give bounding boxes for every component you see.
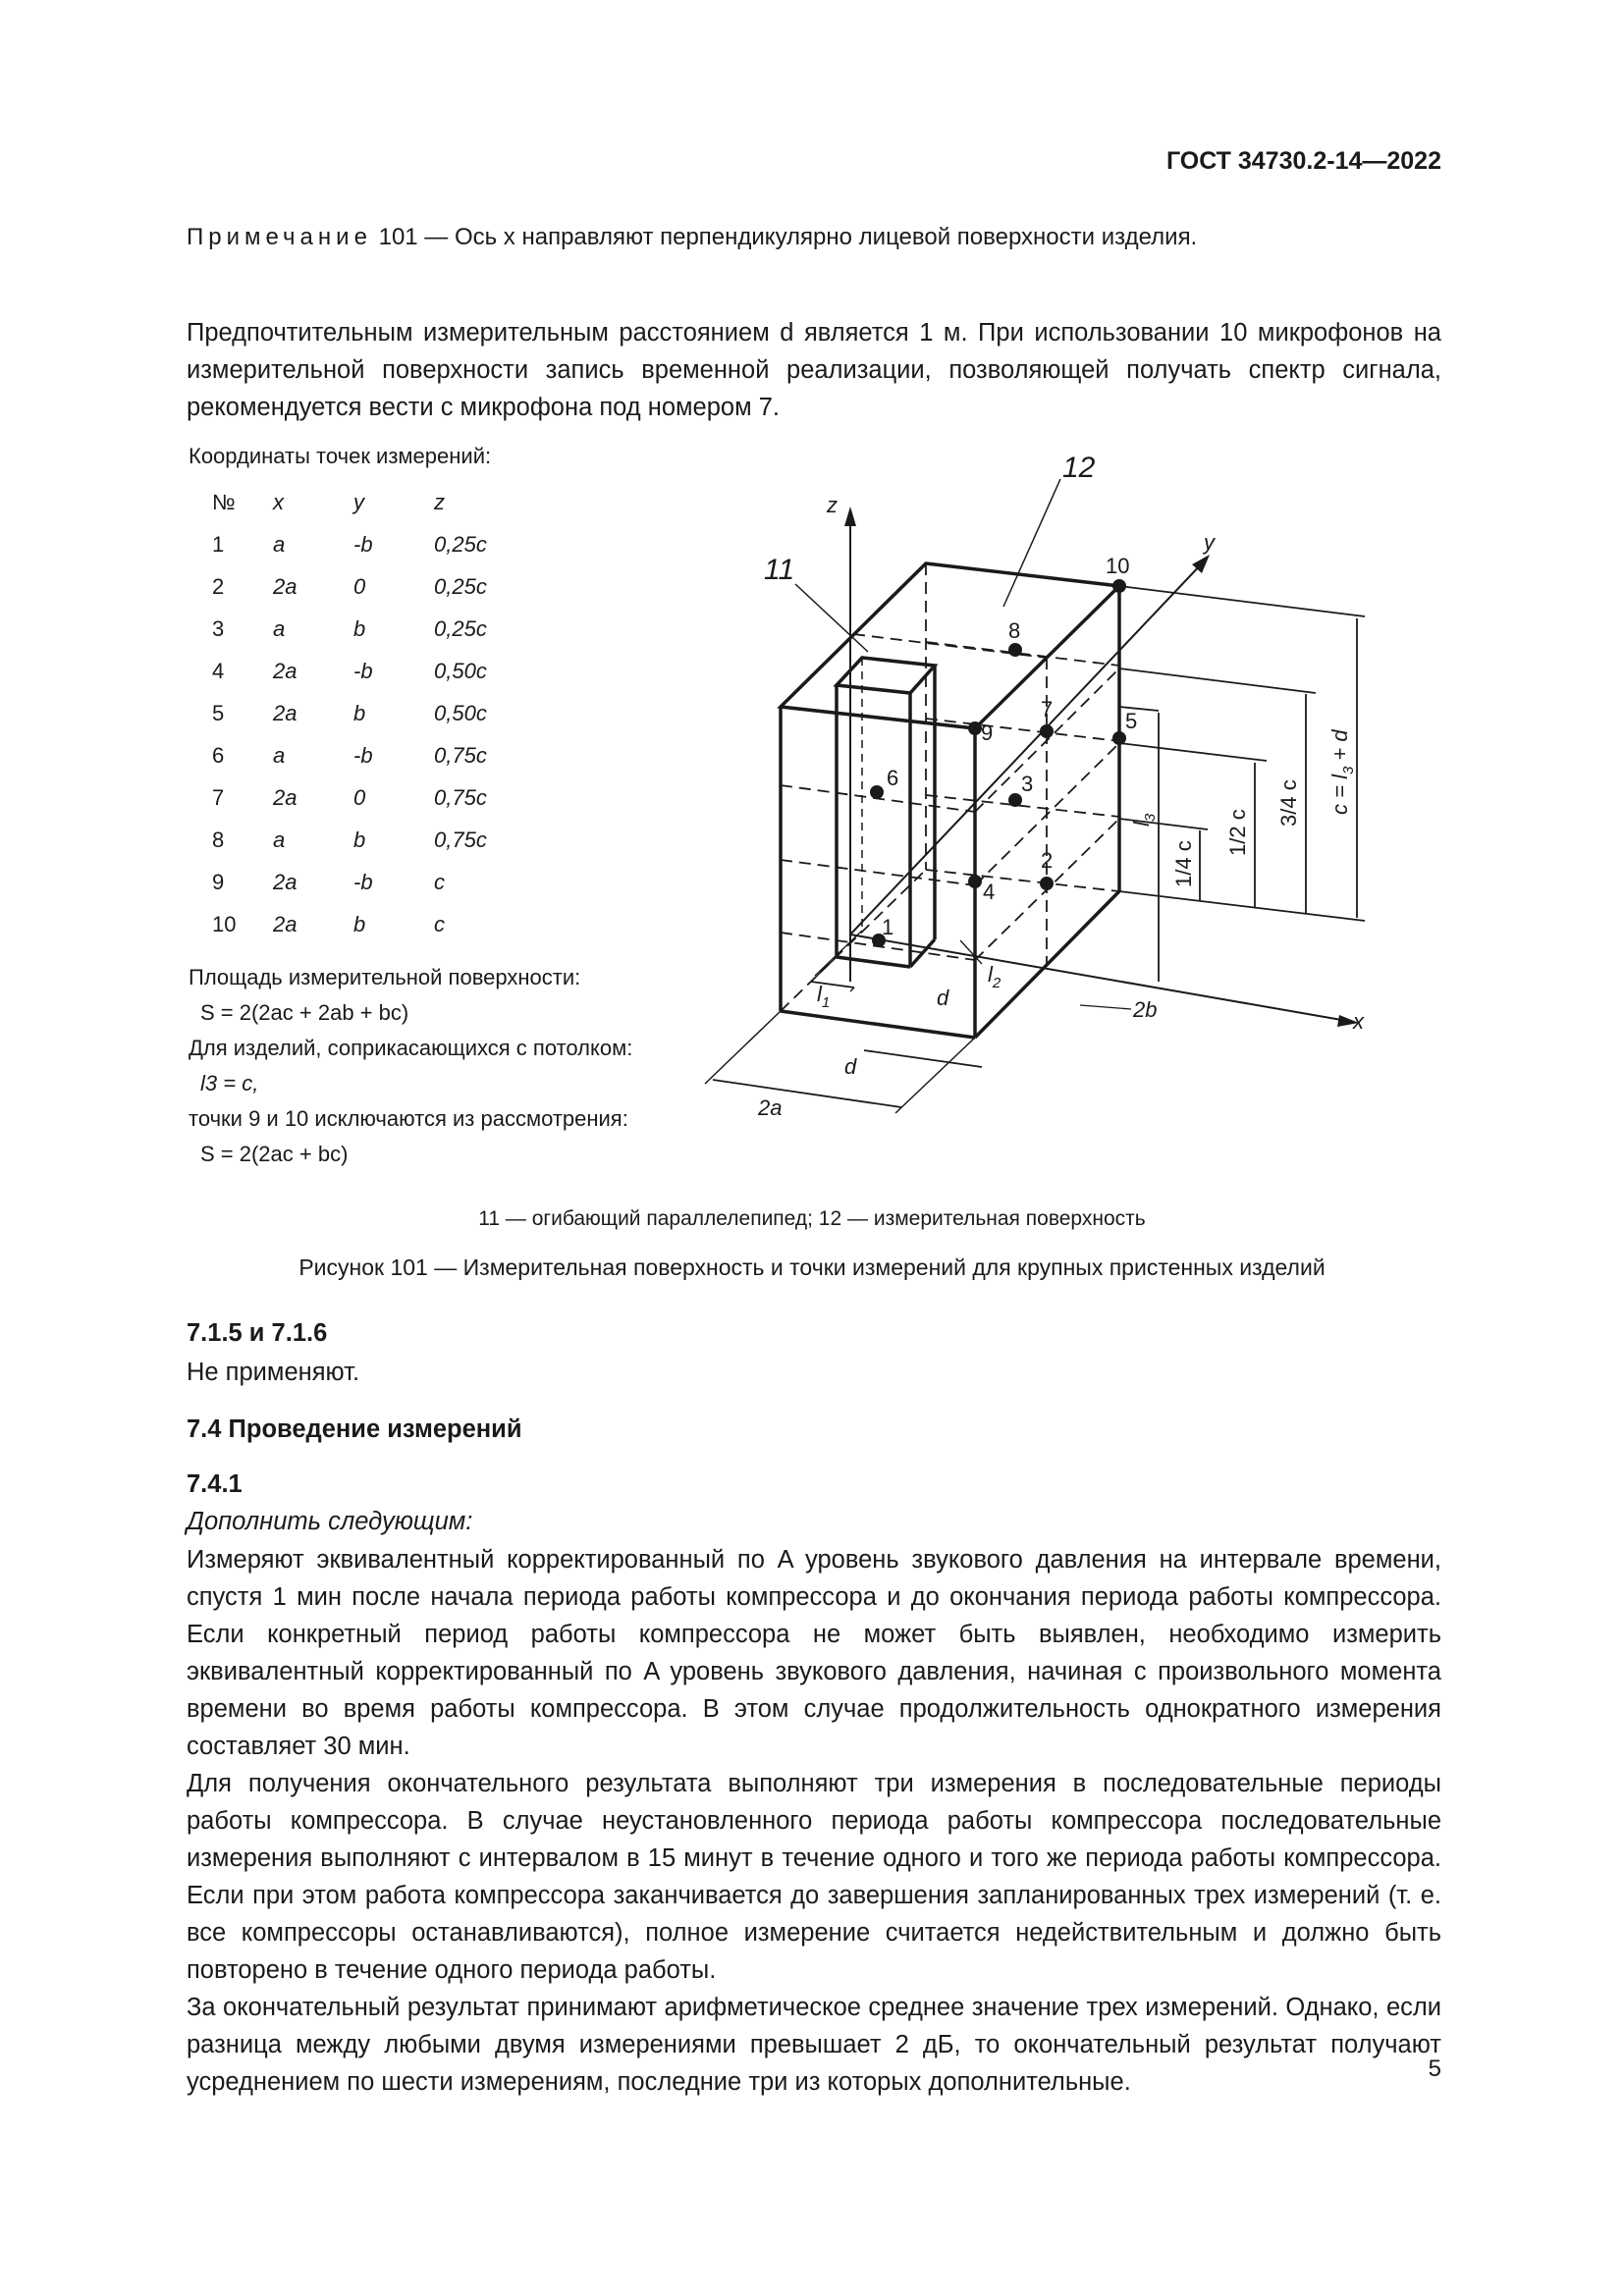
dim-2a: 2a xyxy=(758,1095,783,1120)
coords-x: 2a xyxy=(273,573,298,599)
x-axis-label: x xyxy=(1353,1009,1364,1034)
coords-no: 1 xyxy=(212,531,225,557)
page-number: 5 xyxy=(1428,2056,1441,2082)
coords-z: 0,50c xyxy=(434,700,487,725)
coords-no: 3 xyxy=(212,615,225,641)
coords-row xyxy=(212,861,487,903)
coords-z: 0,25c xyxy=(434,531,487,557)
coords-y: -b xyxy=(353,658,373,683)
coords-y: -b xyxy=(353,531,373,557)
coords-x: a xyxy=(273,827,286,852)
section-741-lead: Дополнить следующим: xyxy=(187,1508,473,1535)
area-formula-1: S = 2(2ac + 2ab + bc) xyxy=(200,1000,409,1025)
coords-x: 2a xyxy=(273,700,298,725)
intro-text: Предпочтительным измерительным расстоянием d является 1 м. При использовании 10 микрофонов на измерительной поверхности запись временной реализации, позволяющей получать спектр сигнала, рекомендуется вести с микрофона под номером 7. xyxy=(187,319,1441,421)
coords-y: 0 xyxy=(353,573,366,599)
l3-equation: l3 = c, xyxy=(200,1071,259,1095)
coords-block xyxy=(189,444,699,945)
dim-quarter-c: 1/4 c xyxy=(1171,840,1196,887)
coords-x: a xyxy=(273,615,286,641)
point-label-9: 9 xyxy=(981,721,994,745)
coords-x: a xyxy=(273,531,286,557)
section-741-body xyxy=(187,1541,1441,2101)
coords-z: 0,25c xyxy=(434,615,487,641)
dim-half-c: 1/2 c xyxy=(1225,809,1250,856)
point-4 xyxy=(968,875,982,888)
coords-z: 0,25c xyxy=(434,573,487,599)
coords-row xyxy=(212,565,487,608)
coords-z: 0,50c xyxy=(434,658,487,683)
section-74-heading: 7.4 Проведение измерений xyxy=(187,1415,522,1443)
point-10 xyxy=(1112,579,1126,593)
point-label-5: 5 xyxy=(1125,709,1138,733)
coords-no: 7 xyxy=(212,784,225,810)
point-label-10: 10 xyxy=(1106,554,1130,578)
measurement-diagram xyxy=(687,432,1434,1139)
coords-y: b xyxy=(353,700,366,725)
section-741-paragraph: За окончательный результат принимают арифметическое среднее значение трех измерений. Однако, если разница между любыми двумя измерениями превышает 2 дБ, то окончательный результат получают усреднением по шести измерениям, последние три из которых дополнительные. xyxy=(187,1994,1441,2096)
area-title: Площадь измерительной поверхности: xyxy=(189,965,581,989)
coords-header-y: y xyxy=(353,489,364,514)
note xyxy=(187,224,1197,251)
coords-header-x: x xyxy=(273,489,284,514)
point-2 xyxy=(1040,877,1054,890)
section-715-heading: 7.1.5 и 7.1.6 xyxy=(187,1319,328,1347)
y-axis-label: y xyxy=(1204,530,1215,555)
point-3 xyxy=(1008,793,1022,807)
coords-y: -b xyxy=(353,869,373,894)
area-block xyxy=(189,960,632,1172)
section-715-text: Не применяют. xyxy=(187,1359,360,1386)
coords-x: 2a xyxy=(273,658,298,683)
coords-no: 8 xyxy=(212,827,225,852)
section-741-paragraph: Измеряют эквивалентный корректированный по A уровень звукового давления на интервале времени, спустя 1 мин после начала периода работы компрессора и до окончания периода работы компрессора. Если конкретный период работы компрессора не может быть выявлен, необходимо измерить эквивалентный корректированный по A уровень звукового давления, начиная с произвольного момента времени во время работы компрессора. В этом случае продолжительность однократного измерения составляет 30 мин. xyxy=(187,1546,1441,1760)
coords-x: 2a xyxy=(273,911,298,936)
coords-row xyxy=(212,819,487,861)
coords-row xyxy=(212,608,487,650)
coords-no: 2 xyxy=(212,573,225,599)
coords-no: 6 xyxy=(212,742,225,768)
point-9 xyxy=(968,721,982,735)
coords-y: b xyxy=(353,615,366,641)
dim-l2: $l_2$ xyxy=(988,962,1001,991)
coords-row xyxy=(212,903,487,945)
note-text: 101 — Ось x направляют перпендикулярно лицевой поверхности изделия. xyxy=(371,224,1198,250)
area-formula-2: S = 2(2ac + bc) xyxy=(200,1142,349,1166)
coords-row xyxy=(212,523,487,565)
measurement-points xyxy=(870,579,1126,947)
coords-x: 2a xyxy=(273,784,298,810)
ceiling-note: Для изделий, соприкасающихся с потолком: xyxy=(189,1036,633,1060)
dim-d: d xyxy=(937,986,949,1010)
point-6 xyxy=(870,785,884,799)
coords-title: Координаты точек измерений: xyxy=(189,444,492,468)
point-label-2: 2 xyxy=(1041,848,1054,873)
coords-no: 10 xyxy=(212,911,237,936)
document-code: ГОСТ 34730.2-14—2022 xyxy=(1165,147,1441,175)
label-11: 11 xyxy=(764,554,795,586)
point-label-4: 4 xyxy=(983,880,996,904)
note-label: Примечание xyxy=(187,224,372,250)
coords-x: 2a xyxy=(273,869,298,894)
points-excluded-note: точки 9 и 10 исключаются из рассмотрения: xyxy=(189,1106,628,1131)
coords-y: 0 xyxy=(353,784,366,810)
point-5 xyxy=(1112,731,1126,745)
coords-z: 0,75c xyxy=(434,784,487,810)
point-label-3: 3 xyxy=(1021,772,1034,796)
coords-no: 5 xyxy=(212,700,225,725)
coords-header-z: z xyxy=(434,489,445,514)
figure-legend: 11 — огибающий параллелепипед; 12 — измерительная поверхность xyxy=(478,1207,1146,1230)
point-7 xyxy=(1040,724,1054,738)
dim-2b: 2b xyxy=(1133,997,1158,1022)
coords-header-row xyxy=(212,481,487,523)
intro-paragraph xyxy=(187,277,1441,426)
coords-row xyxy=(212,776,487,819)
coords-header-no: № xyxy=(212,489,236,514)
coords-x: a xyxy=(273,742,286,768)
coords-no: 4 xyxy=(212,658,225,683)
dim-c-eq: $c = l_3 + d$ xyxy=(1327,729,1357,815)
coords-table xyxy=(212,481,487,945)
coords-no: 9 xyxy=(212,869,225,894)
coords-row xyxy=(212,650,487,692)
coords-y: b xyxy=(353,827,366,852)
section-741-paragraph: Для получения окончательного результата выполняют три измерения в последовательные периоды работы компрессора. В случае неустановленного периода работы компрессора последовательные измерения выполняют с интервалом в 15 минут в течение одного и того же периода работы компрессора. Если при этом работа компрессора заканчивается до завершения запланированных трех измерений (т. е. все компрессоры останавливаются), полное измерение считается недействительным и должно быть повторено в течение одного периода работы. xyxy=(187,1770,1441,1984)
coords-z: 0,75c xyxy=(434,742,487,768)
z-axis-label: z xyxy=(827,493,838,517)
dim-l1: $l_1$ xyxy=(817,982,831,1011)
coords-y: -b xyxy=(353,742,373,768)
coords-row xyxy=(212,692,487,734)
dim-l3: $l_3$ xyxy=(1129,813,1159,827)
point-label-1: 1 xyxy=(882,915,894,939)
section-741-heading: 7.4.1 xyxy=(187,1470,243,1498)
coords-y: b xyxy=(353,911,366,936)
point-label-7: 7 xyxy=(1041,697,1054,721)
dim-d-bottom: d xyxy=(844,1054,857,1079)
point-label-8: 8 xyxy=(1008,618,1021,643)
dim-three-quarter-c: 3/4 c xyxy=(1276,779,1301,827)
coords-row xyxy=(212,734,487,776)
coords-z: c xyxy=(434,911,445,936)
point-8 xyxy=(1008,643,1022,657)
figure-caption: Рисунок 101 — Измерительная поверхность и точки измерений для крупных пристенных изделий xyxy=(298,1255,1326,1280)
coords-z: c xyxy=(434,869,445,894)
coords-z: 0,75c xyxy=(434,827,487,852)
label-12: 12 xyxy=(1062,452,1096,484)
point-label-6: 6 xyxy=(887,766,899,790)
